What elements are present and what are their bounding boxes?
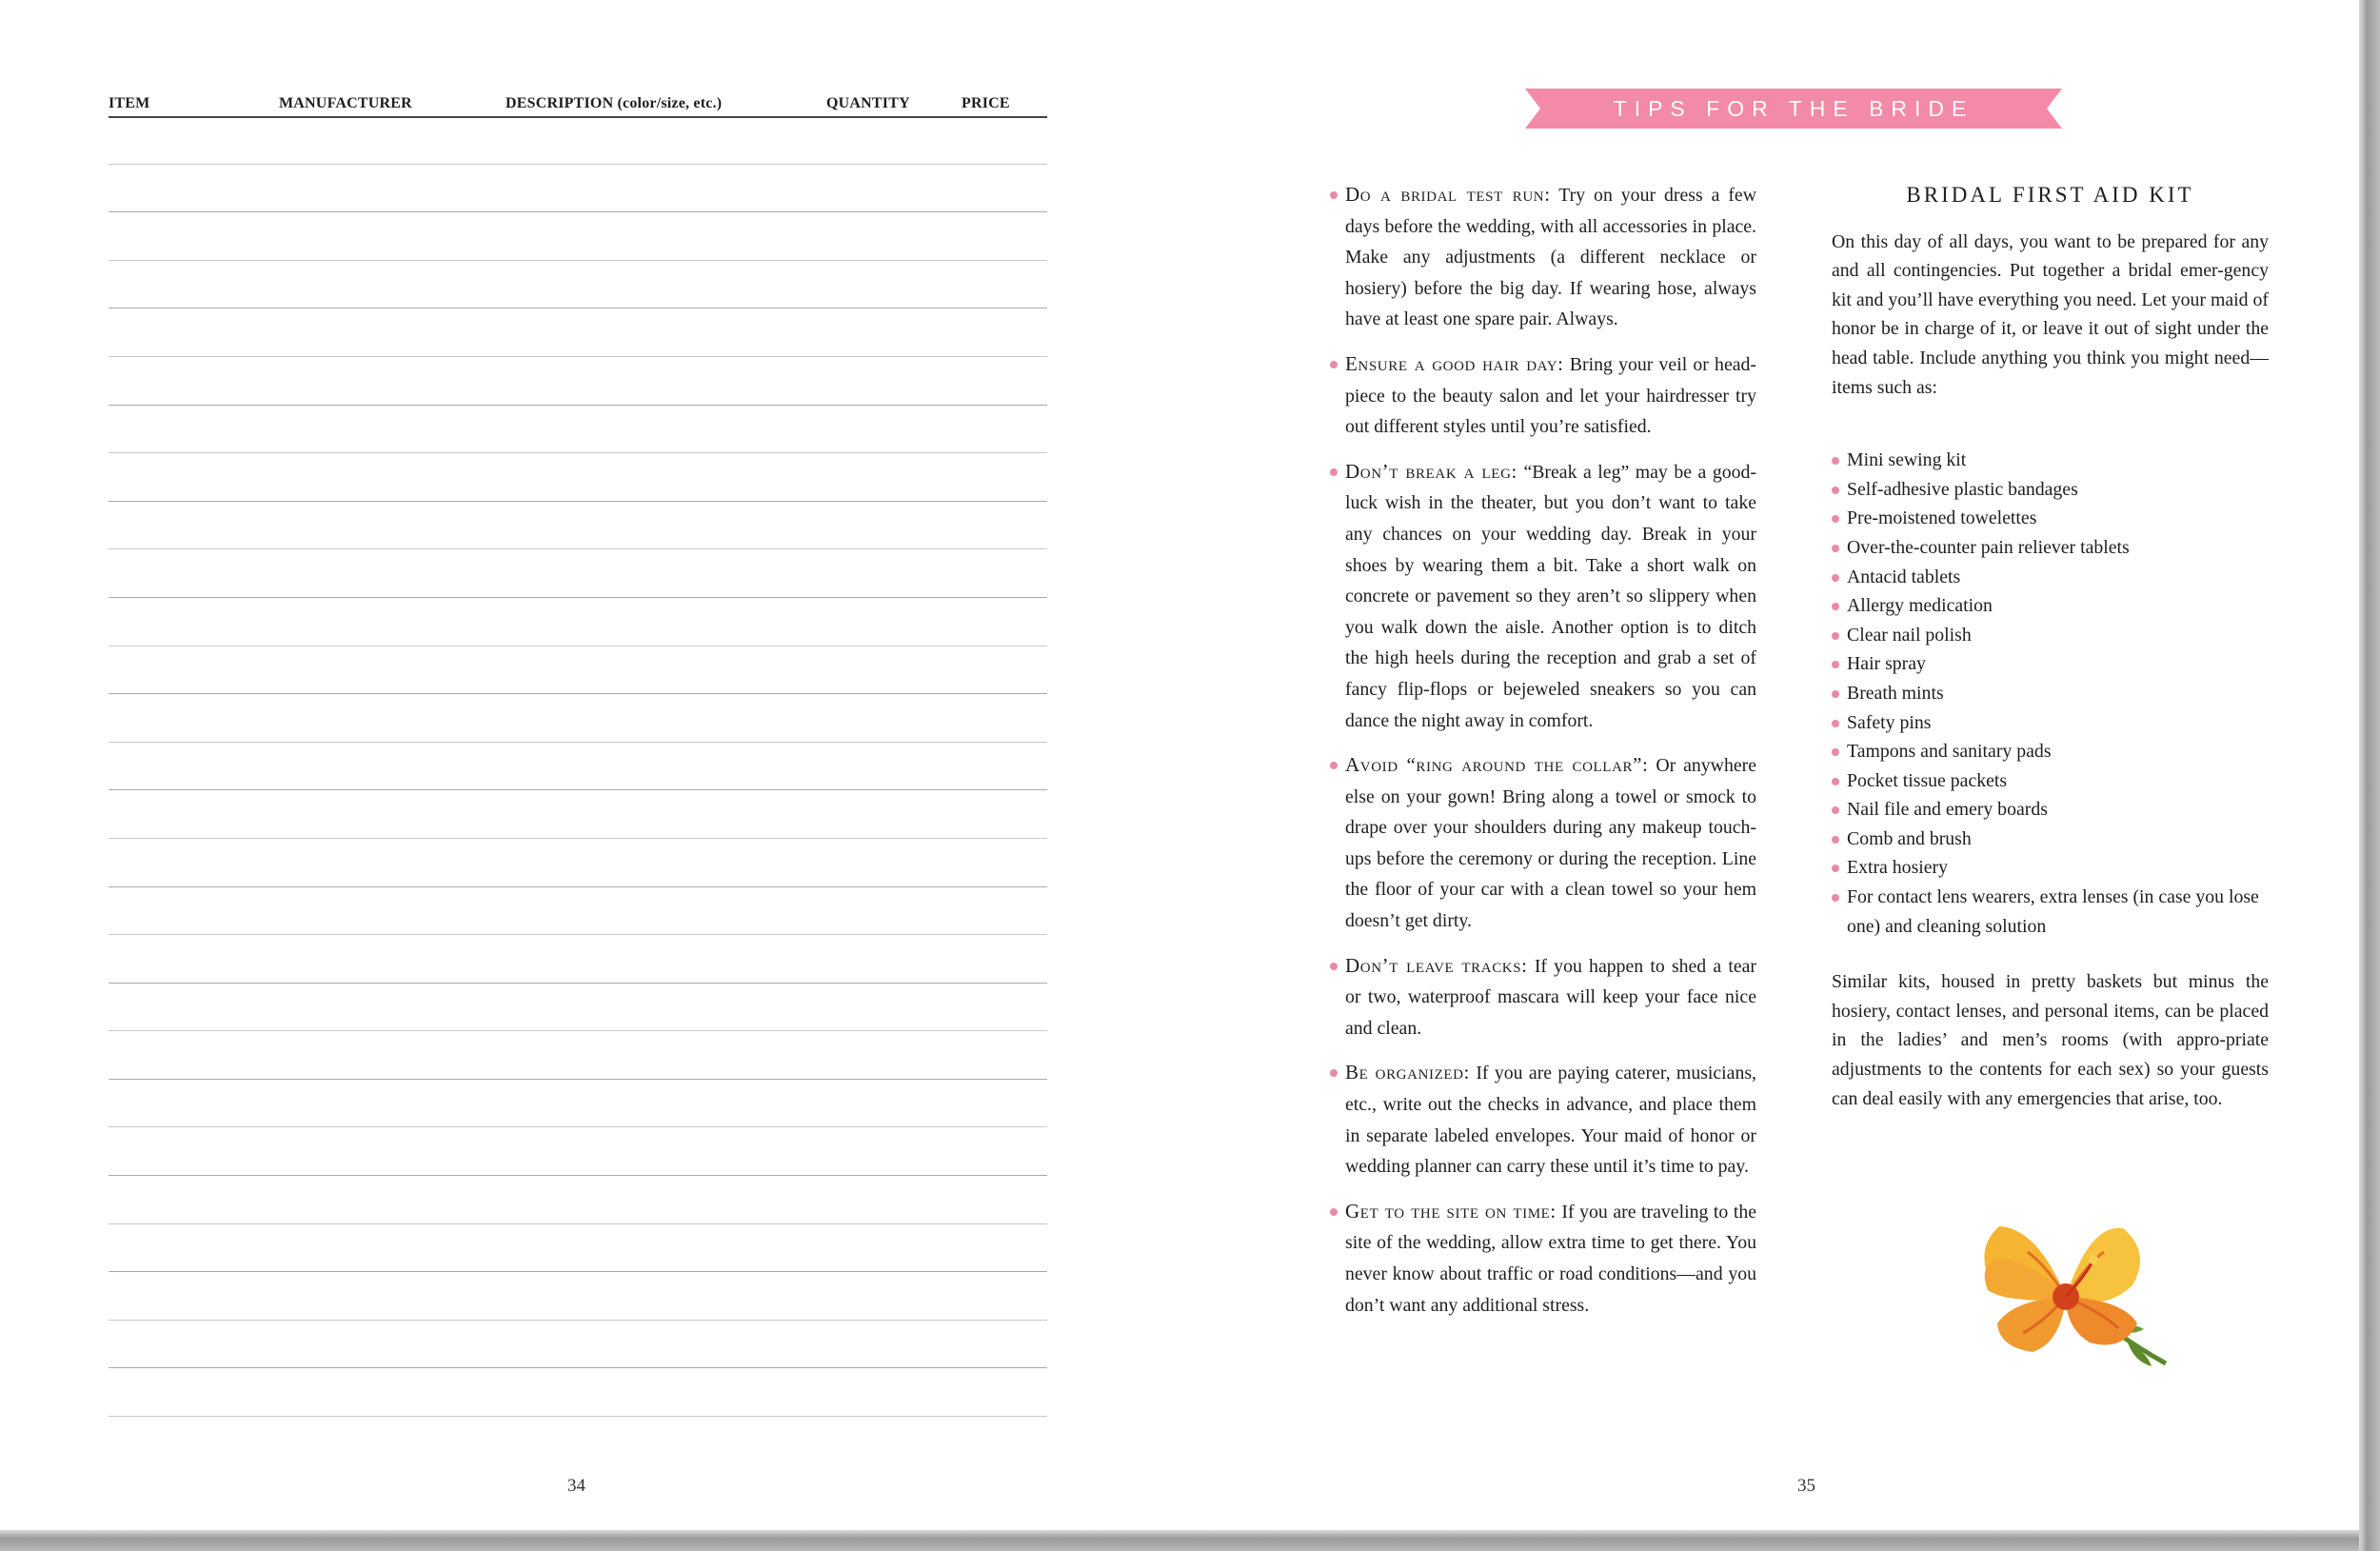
kit-item-label: Clear nail polish [1847, 624, 1972, 646]
table-row [109, 1272, 1047, 1321]
kit-list-item [1832, 795, 2269, 825]
kit-list-item [1832, 853, 2269, 883]
table-row [109, 790, 1047, 839]
table-rows [109, 116, 1047, 1417]
kit-item-label: Safety pins [1847, 711, 1932, 733]
kit-item-label: Extra hosiery [1847, 857, 1949, 879]
tip-item [1333, 179, 1756, 335]
table-row [109, 598, 1047, 646]
kit-item-label: Hair spray [1847, 653, 1926, 675]
kit-list-item [1832, 737, 2269, 766]
bullet-dot-icon [1330, 361, 1338, 368]
tip-text: If you happen to shed a tear or two, waterproof mascara will keep your face nice and clean. [1345, 955, 1757, 1039]
kit-list-item [1832, 649, 2269, 679]
bullet-dot-icon [1330, 762, 1338, 769]
tip-item [1333, 1196, 1756, 1321]
bullet-dot-icon [1832, 720, 1839, 727]
banner-title: TIPS FOR THE BRIDE [1613, 96, 1974, 121]
table-row [109, 1368, 1047, 1417]
column-header-description: DESCRIPTION (color/size, etc.) [506, 95, 723, 111]
table-row [109, 165, 1047, 213]
page-number-right: 35 [1797, 1476, 1815, 1496]
kit-item-label: Mini sewing kit [1847, 449, 1967, 471]
tip-text: If you are traveling to the site of the wedding, allow extra time to get there. You never know about traffic or road conditions—and you don’t want any additional stress. [1345, 1201, 1756, 1316]
tip-title: Ensure a good hair day: [1345, 351, 1564, 375]
kit-list-item [1832, 475, 2269, 505]
bullet-dot-icon [1832, 806, 1839, 814]
table-row [109, 549, 1047, 598]
bullet-dot-icon [1832, 545, 1839, 552]
left-page [0, 0, 1190, 1530]
tip-title: Don’t break a leg: [1345, 459, 1517, 483]
tip-title: Be organized: [1345, 1061, 1470, 1084]
kit-item-label: Allergy medication [1847, 595, 1993, 617]
table-row [109, 116, 1047, 165]
bullet-dot-icon [1832, 515, 1839, 523]
kit-items-list [1832, 446, 2269, 941]
column-header-manufacturer: MANUFACTURER [279, 95, 412, 111]
table-row [109, 406, 1047, 454]
table-row [109, 1080, 1047, 1128]
kit-title: BRIDAL FIRST AID KIT [1906, 183, 2194, 207]
section-banner [1525, 89, 2062, 129]
bullet-dot-icon [1832, 690, 1839, 698]
tip-item [1333, 1057, 1756, 1182]
kit-item-label: Self-adhesive plastic bandages [1847, 478, 2078, 500]
kit-list-item [1832, 591, 2269, 621]
bullet-dot-icon [1832, 865, 1839, 872]
table-row [109, 1176, 1047, 1224]
kit-item-label: Over-the-counter pain reliever tablets [1847, 536, 2130, 558]
table-row [109, 1224, 1047, 1273]
table-row [109, 212, 1047, 261]
column-header-item: ITEM [109, 95, 150, 111]
table-row [109, 357, 1047, 406]
bullet-dot-icon [1330, 1208, 1338, 1216]
kit-list-item [1832, 883, 2269, 941]
kit-list-item [1832, 563, 2269, 592]
tip-text: Try on your dress a few days before the wedding, with all accessories in place. Make any adjustments (a different necklace or hosiery) before the big day. If wearing hose, always have at least one spare pair. Always. [1345, 185, 1756, 330]
kit-item-label: Antacid tablets [1847, 566, 1961, 587]
kit-list-item [1832, 825, 2269, 854]
tip-item [1333, 749, 1756, 937]
bullet-dot-icon [1832, 661, 1839, 668]
tip-text: Or anywhere else on your gown! Bring along a towel or smock to drape over your shoulders during any makeup touch-ups before the ceremony or during the reception. Line the floor of your car with a clean towel so your hem doesn’t get dirty. [1345, 755, 1756, 932]
table-row [109, 984, 1047, 1032]
tip-item [1333, 950, 1756, 1044]
table-row [109, 887, 1047, 936]
table-row [109, 1031, 1047, 1080]
bullet-dot-icon [1832, 487, 1839, 494]
table-row [109, 1321, 1047, 1369]
table-row [109, 308, 1047, 357]
spread-shadow-bottom [0, 1530, 2380, 1551]
tip-item [1333, 348, 1756, 443]
tip-item [1333, 456, 1756, 736]
kit-item-label: Nail file and emery boards [1847, 799, 2048, 821]
tip-text: Bring your veil or head-piece to the beauty salon and let your hairdresser try out different styles until you’re satisfied. [1345, 353, 1756, 438]
table-row [109, 839, 1047, 887]
bullet-dot-icon [1330, 191, 1338, 199]
table-row [109, 646, 1047, 695]
kit-intro: On this day of all days, you want to be prepared for any and all contingencies. Put together a bridal emer-gency kit and you’ll have everything you need. Let your maid of honor be in charge of it, or leave it out of sight under the head table. Include anything you think you might need—items such as: [1832, 230, 2269, 398]
hibiscus-flower-icon [1971, 1209, 2180, 1371]
kit-item-label: Pre-moistened towelettes [1847, 507, 2037, 529]
kit-list-item [1832, 621, 2269, 650]
bullet-dot-icon [1330, 468, 1338, 476]
bullet-dot-icon [1832, 457, 1839, 465]
bullet-dot-icon [1832, 574, 1839, 582]
table-row [109, 502, 1047, 550]
bullet-dot-icon [1832, 778, 1839, 785]
table-row [109, 743, 1047, 791]
bullet-dot-icon [1330, 963, 1338, 970]
bullet-dot-icon [1832, 836, 1839, 844]
bullet-dot-icon [1832, 603, 1839, 610]
kit-item-label: For contact lens wearers, extra lenses (in case you lose one) and cleaning solution [1847, 886, 2259, 937]
page-number-left: 34 [567, 1476, 585, 1496]
tip-title: Get to the site on time: [1345, 1199, 1557, 1223]
first-aid-kit-section [1832, 179, 2269, 1113]
tip-title: Don’t leave tracks: [1345, 953, 1528, 977]
bullet-dot-icon [1832, 894, 1839, 902]
bullet-dot-icon [1832, 748, 1839, 756]
table-header [109, 93, 1047, 118]
tip-title: Do a bridal test run: [1345, 183, 1551, 206]
kit-item-label: Tampons and sanitary pads [1847, 741, 2052, 763]
tip-title: Avoid “ring around the collar”: [1345, 753, 1649, 777]
table-row [109, 694, 1047, 743]
tip-text: “Break a leg” may be a good-luck wish in the theater, but you don’t want to take any chances on your wedding day. Break in your shoes by wearing them a bit. Take a short walk on concrete or pavement so they aren’t so slippery when you walk down the aisle. Another option is to ditch the high heels during the reception and grab a set of fancy flip-flops or bejeweled sneakers so you can dance the night away in comfort. [1345, 461, 1756, 731]
kit-list-item [1832, 708, 2269, 738]
kit-list-item [1832, 533, 2269, 563]
kit-outro: Similar kits, housed in pretty baskets but minus the hosiery, contact lenses, and personal items, can be placed in the ladies’ and men’s rooms (with appro-priate adjustments to the contents for each sex) so your guests can deal easily with any emergencies that arise, too. [1832, 971, 2269, 1109]
tip-text: If you are paying caterer, musicians, etc., write out the checks in advance, and place them in separate labeled envelopes. Your maid of honor or wedding planner can carry these until it’s time to pay. [1345, 1063, 1756, 1178]
table-row [109, 935, 1047, 984]
column-header-quantity: QUANTITY [826, 95, 910, 111]
table-row [109, 453, 1047, 502]
kit-list-item [1832, 504, 2269, 533]
tips-list [1333, 179, 1756, 1334]
kit-item-label: Breath mints [1847, 682, 1944, 704]
kit-list-item [1832, 446, 2269, 475]
kit-item-label: Comb and brush [1847, 827, 1972, 849]
spread-shadow-right [2359, 0, 2380, 1551]
table-row [109, 1127, 1047, 1176]
kit-list-item [1832, 766, 2269, 796]
bullet-dot-icon [1832, 632, 1839, 640]
bullet-dot-icon [1330, 1069, 1338, 1077]
kit-list-item [1832, 679, 2269, 708]
kit-item-label: Pocket tissue packets [1847, 769, 2008, 791]
right-page [1190, 0, 2359, 1530]
table-row [109, 261, 1047, 309]
column-header-price: PRICE [962, 95, 1010, 111]
